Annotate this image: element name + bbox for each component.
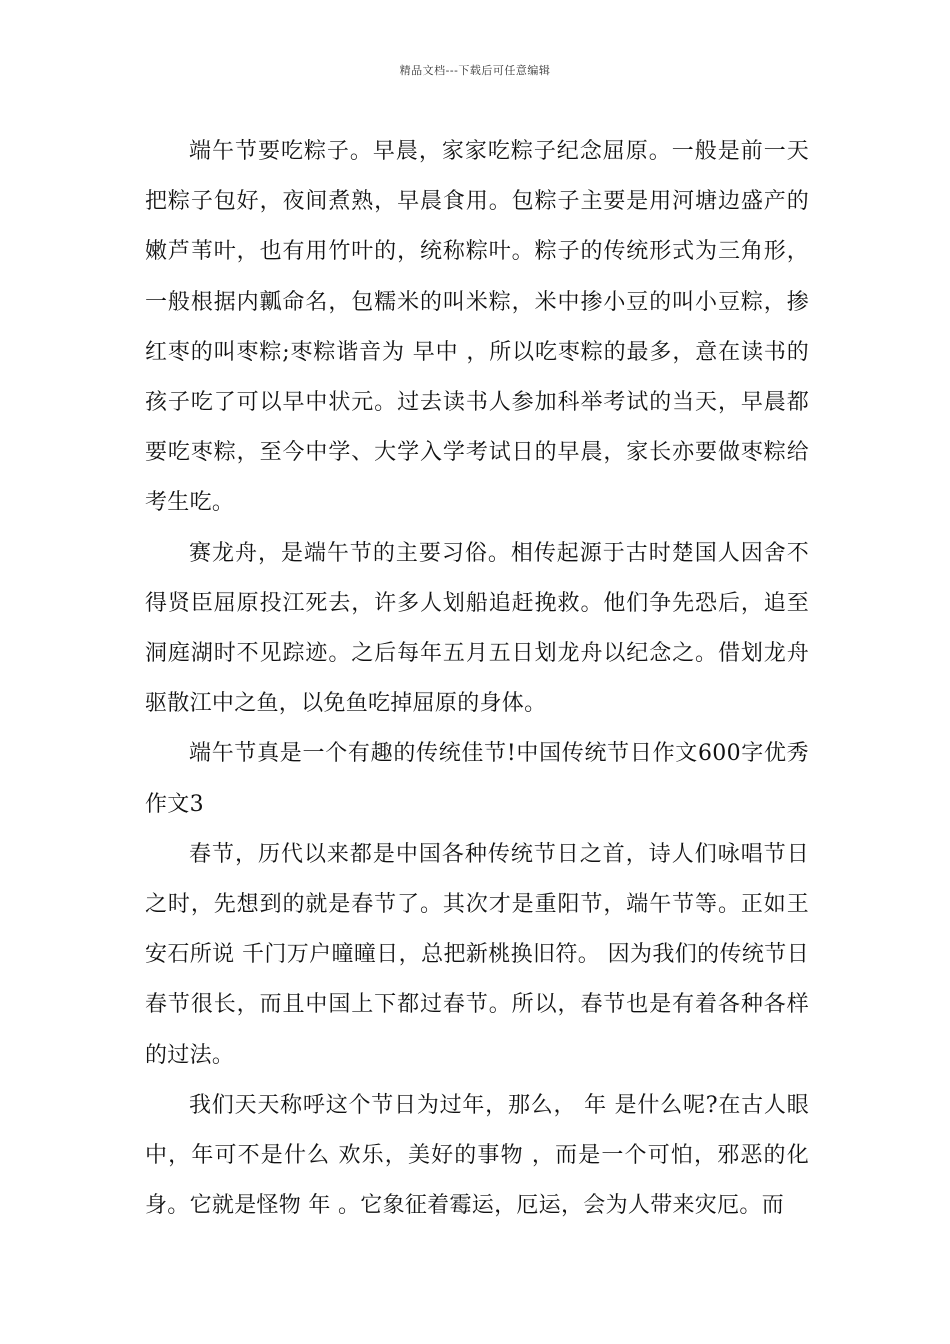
paragraph-spring-festival: 春节，历代以来都是中国各种传统节日之首，诗人们咏唱节日之时，先想到的就是春节了。其次才是重阳节，端午节等。正如王安石所说 千门万户曈曈日，总把新桃换旧符。 因为我们的传统节日 春节很长，而且中国上下都过春节。所以，春节也是有着各种各样的过法。	[145, 841, 809, 1068]
paragraph-essay-title: 端午节真是一个有趣的传统佳节!中国传统节日作文600字优秀作文3	[145, 741, 809, 817]
paragraph-nian-monster: 我们天天称呼这个节日为过年，那么， 年 是什么呢?在古人眼中，年可不是什么 欢乐，美好的事物 ，而是一个可怕，邪恶的化身。它就是怪物 年 。它象征着霉运，厄运，会为人带来灾厄。而	[145, 1092, 809, 1219]
paragraph-dragon-boat: 赛龙舟，是端午节的主要习俗。相传起源于古时楚国人因舍不得贤臣屈原投江死去，许多人划船追赶挽救。他们争先恐后，追至洞庭湖时不见踪迹。之后每年五月五日划龙舟以纪念之。借划龙舟驱散江中之鱼，以免鱼吃掉屈原的身体。	[145, 540, 809, 717]
document-body	[145, 127, 809, 1231]
page-header: 精品文档---下载后可任意编辑	[399, 64, 551, 77]
paragraph-zongzi: 端午节要吃粽子。早晨，家家吃粽子纪念屈原。一般是前一天把粽子包好，夜间煮熟，早晨食用。包粽子主要是用河塘边盛产的嫩芦苇叶，也有用竹叶的，统称粽叶。粽子的传统形式为三角形，一般根据内瓤命名，包糯米的叫米粽，米中掺小豆的叫小豆粽，掺红枣的叫枣粽;枣粽谐音为 早中 ，所以吃枣粽的最多，意在读书的孩子吃了可以早中状元。过去读书人参加科举考试的当天，早晨都要吃枣粽，至今中学、大学入学考试日的早晨，家长亦要做枣粽给考生吃。	[145, 139, 809, 516]
